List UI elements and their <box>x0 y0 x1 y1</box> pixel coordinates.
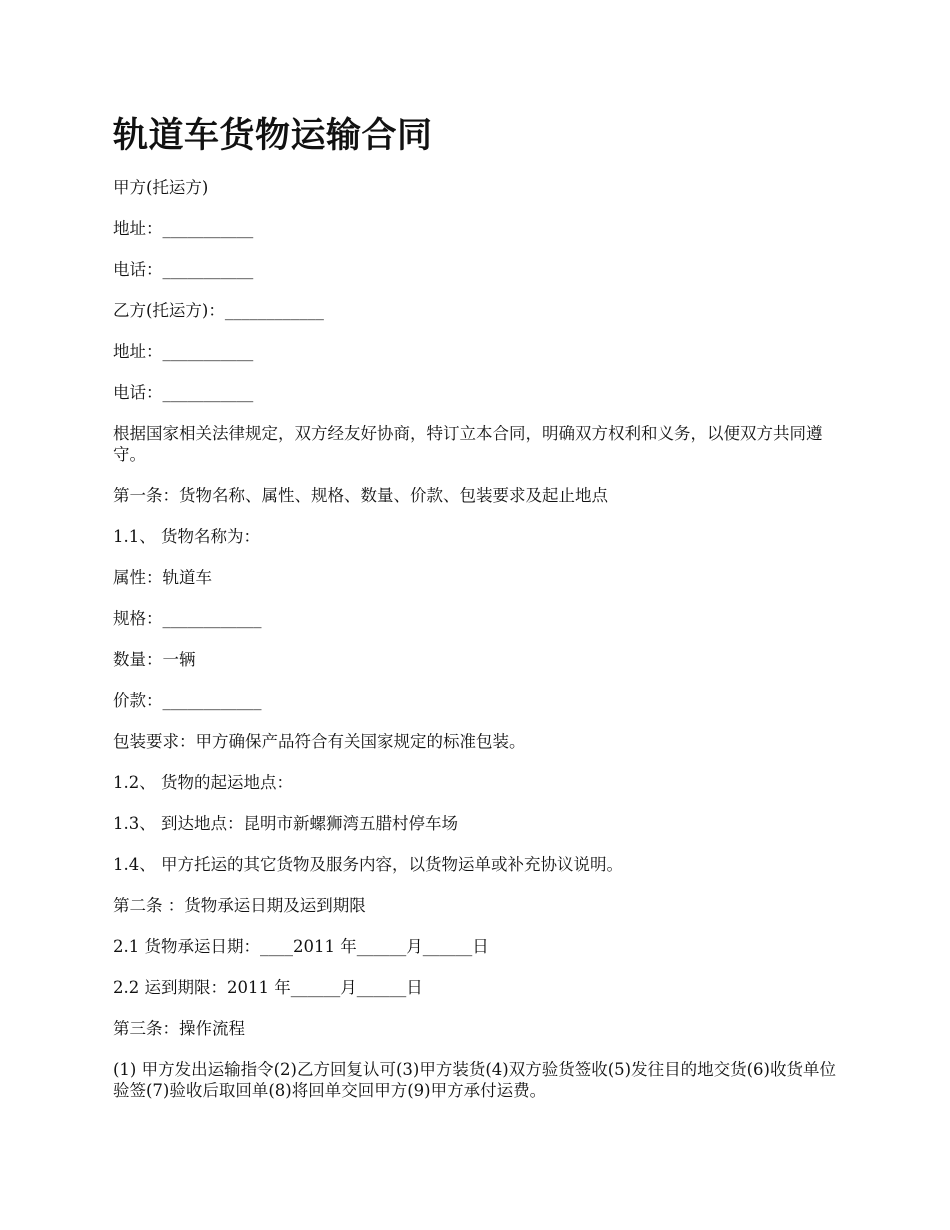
goods-attribute: 属性：轨道车 <box>113 568 212 587</box>
goods-specification: 规格：____________ <box>113 609 262 628</box>
clause-2-2: 2.2 运到期限：2011 年______月______日 <box>113 978 423 997</box>
clause-1-2: 1.2、 货物的起运地点： <box>113 773 293 792</box>
party-b-phone: 电话：___________ <box>113 383 254 402</box>
preamble-paragraph: 根据国家相关法律规定，双方经友好协商，特订立本合同，明确双方权利和义务，以便双方共同遵守。 <box>113 424 823 464</box>
packaging-requirement: 包装要求：甲方确保产品符合有关国家规定的标准包装。 <box>113 732 526 751</box>
document-title: 轨道车货物运输合同 <box>113 115 433 156</box>
party-b-heading: 乙方(托运方)：____________ <box>113 301 324 320</box>
goods-price: 价款：____________ <box>113 691 262 710</box>
party-a-address: 地址：___________ <box>113 219 254 238</box>
clause-2-1: 2.1 货物承运日期：____2011 年______月______日 <box>113 937 489 956</box>
document-page <box>113 112 843 1121</box>
clause-1-3: 1.3、 到达地点：昆明市新螺狮湾五腊村停车场 <box>113 814 458 833</box>
clause-1-1: 1.1、 货物名称为： <box>113 527 260 546</box>
goods-quantity: 数量：一辆 <box>113 650 196 669</box>
article-2-heading: 第二条 ：货物承运日期及运到期限 <box>113 896 366 915</box>
party-a-heading: 甲方(托运方) <box>113 178 209 197</box>
party-a-phone: 电话：___________ <box>113 260 254 279</box>
clause-1-4: 1.4、 甲方托运的其它货物及服务内容，以货物运单或补充协议说明。 <box>113 855 623 874</box>
article-3-heading: 第三条：操作流程 <box>113 1019 245 1038</box>
article-1-heading: 第一条：货物名称、属性、规格、数量、价款、包装要求及起止地点 <box>113 486 608 505</box>
party-b-address: 地址：___________ <box>113 342 254 361</box>
operation-process-paragraph: (1) 甲方发出运输指令(2)乙方回复认可(3)甲方装货(4)双方验货签收(5)发往目的地交货(6)收货单位验签(7)验收后取回单(8)将回单交回甲方(9)甲方承付运费。 <box>113 1060 836 1100</box>
